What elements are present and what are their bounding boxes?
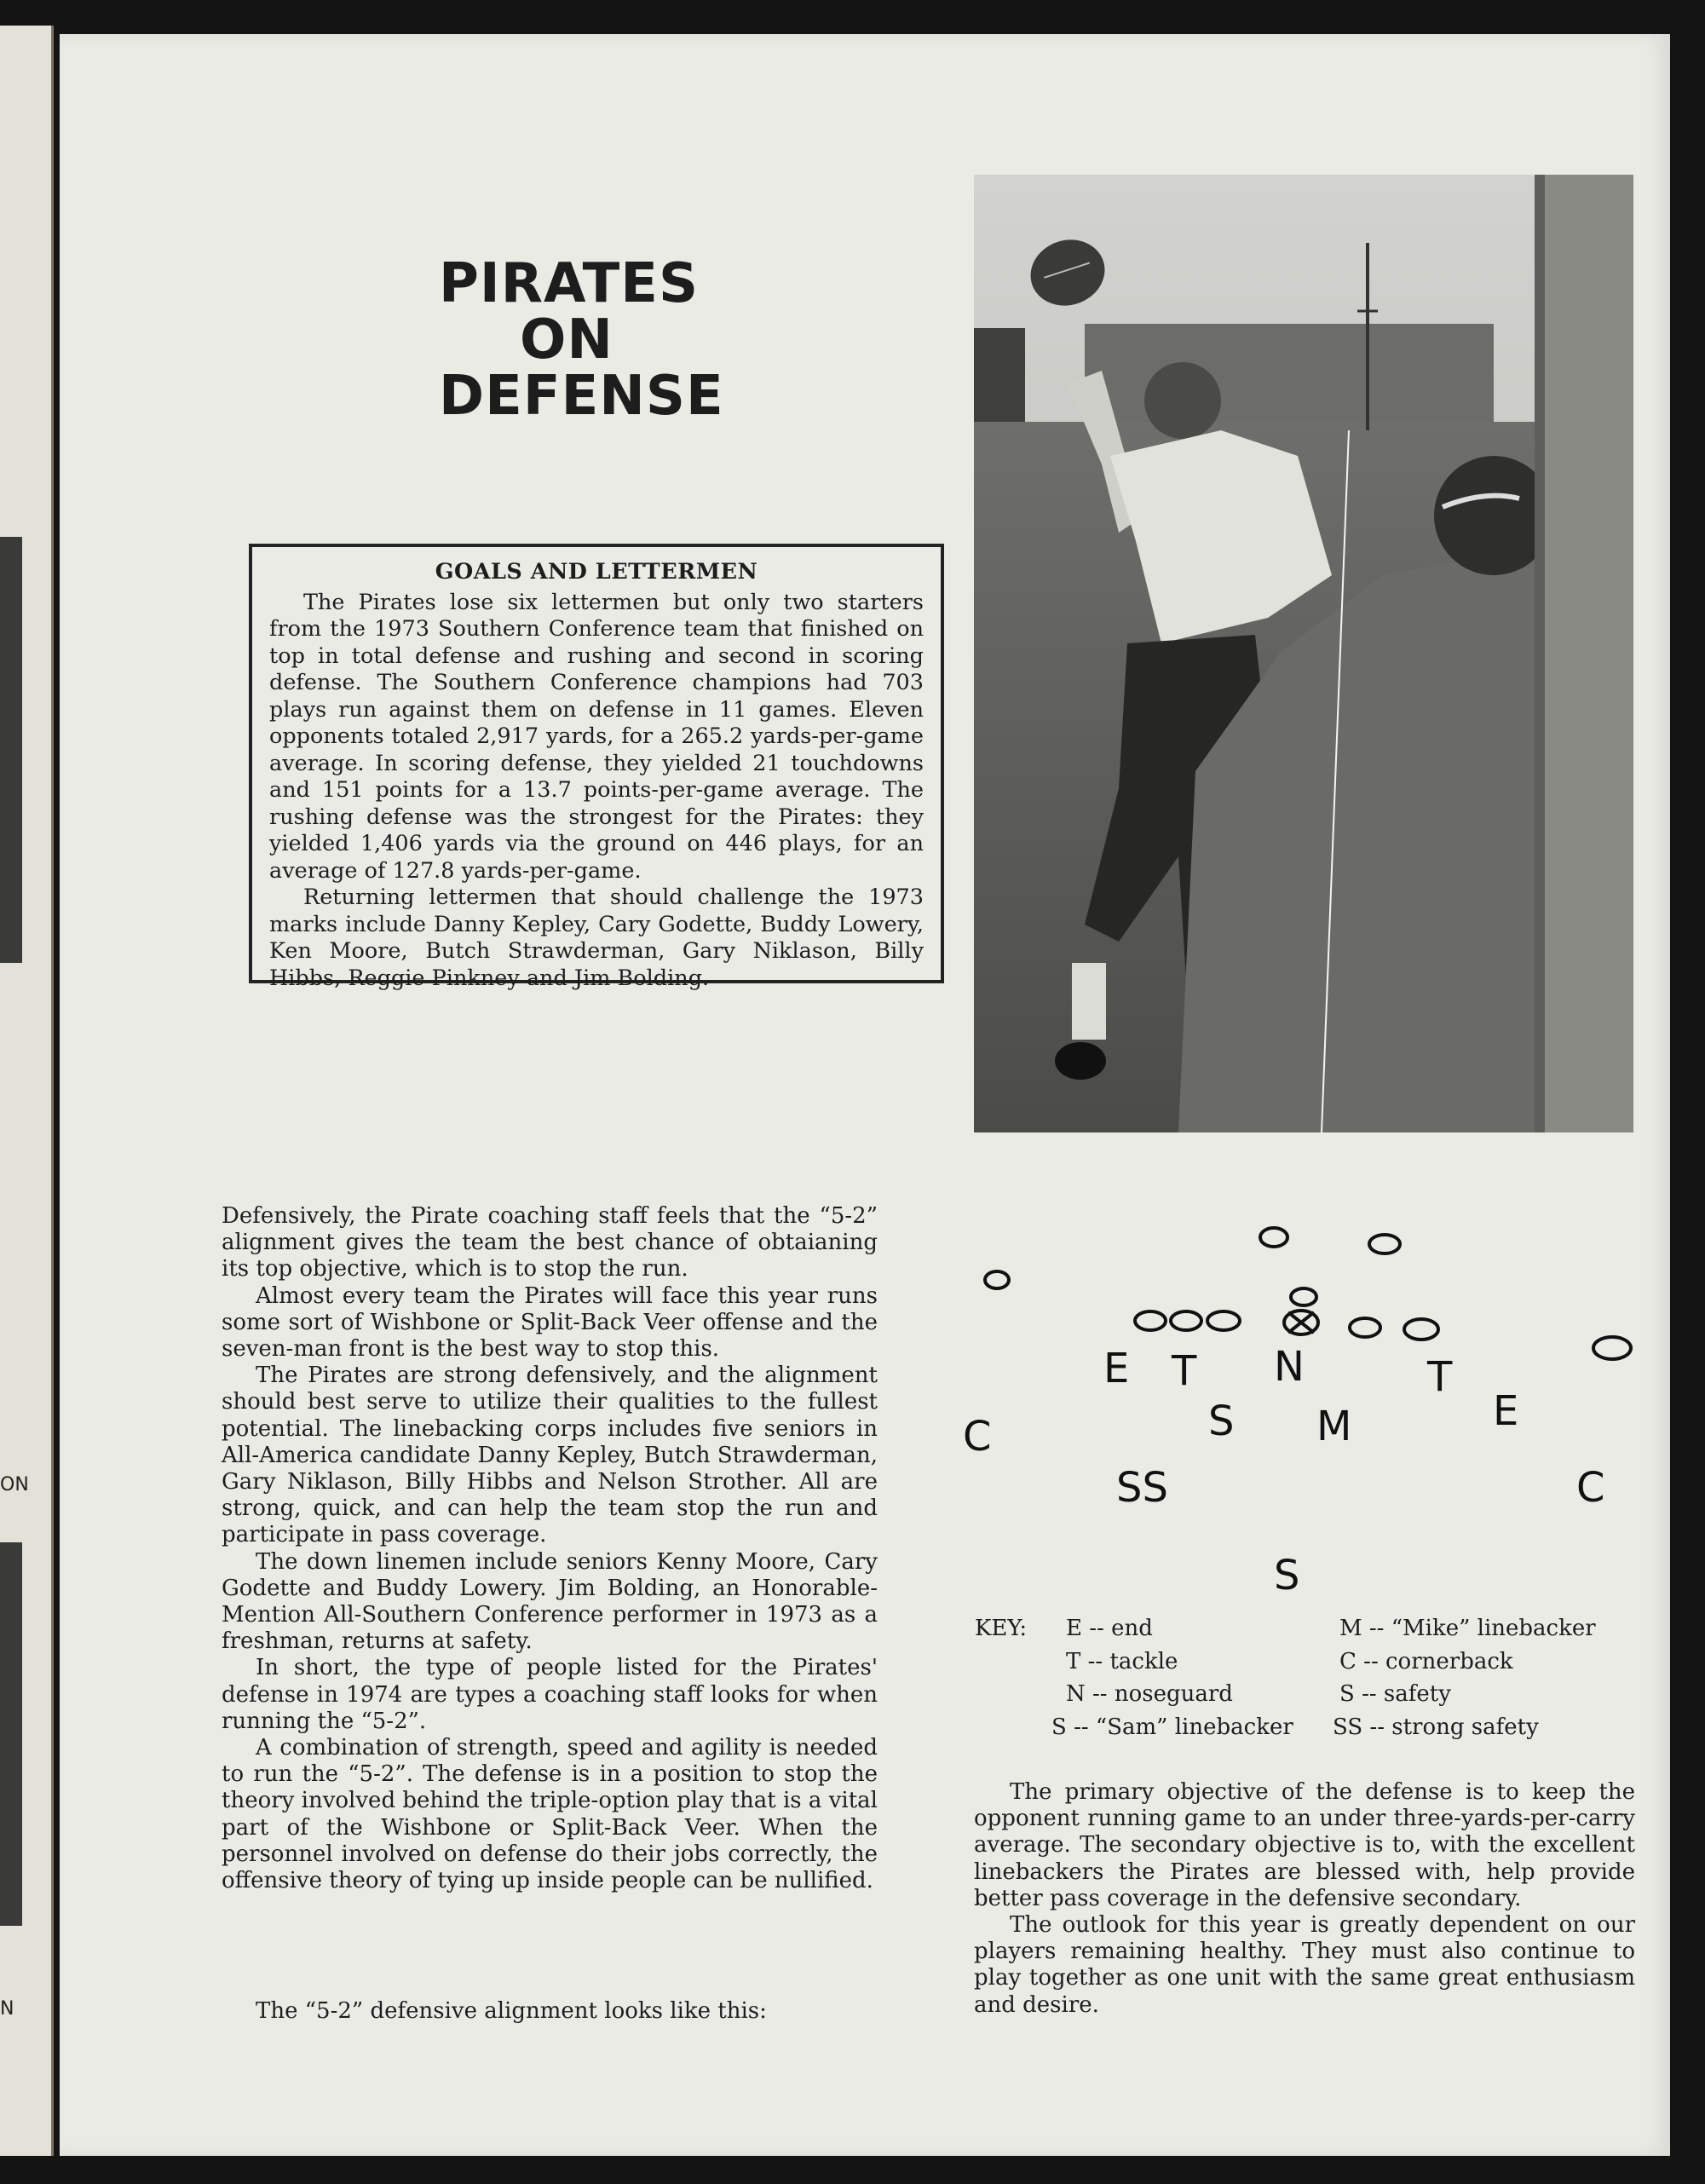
edge-photo (0, 1542, 22, 1926)
key-entry: S -- safety (1339, 1681, 1451, 1707)
defender-cornerback: C (963, 1413, 992, 1461)
edge-text-fragment: ON (0, 1474, 29, 1495)
offense-player-circle (1171, 1311, 1201, 1330)
offense-player-circle (1350, 1318, 1380, 1337)
title-line: ON (520, 308, 613, 372)
article-paragraph: Defensively, the Pirate coaching staff feels that the “5-2” alignment gives the team the best chance of obtaianing its top objective, which is to stop the run. (222, 1203, 878, 1282)
page-title (439, 252, 724, 428)
goals-paragraph: The Pirates lose six lettermen but only two starters from the 1973 Southern Conference team that finished on top in total defense and rushing and second in scoring defense. The Southern Conference champions had 703 plays run against them on defense in 11 games. Eleven opponents totaled 2,917 yards, for a 265.2 yards-per-game average. In scoring defense, they yielded 21 touchdowns and 151 points for a 13.7 points-per-game average. The rushing defense was the strongest for the Pirates: they yielded 1,406 yards via the ground on 446 plays, for an average of 127.8 yards-per-game. (269, 589, 924, 884)
offense-player-circle (1291, 1288, 1316, 1305)
defender-tackle: T (1427, 1353, 1453, 1401)
defender-noseguard: N (1274, 1343, 1305, 1391)
coach-head (1144, 362, 1221, 439)
defender-end: E (1103, 1345, 1130, 1392)
article-paragraph: The down linemen include seniors Kenny Moore, Cary Godette and Buddy Lowery. Jim Bolding, an Honorable-Mention All-Southern Conference performer in 1973 as a freshman, returns at safety. (222, 1548, 878, 1655)
edge-text-fragment: N (0, 1998, 14, 2020)
title-line: DEFENSE (439, 365, 724, 428)
article-paragraph: The Pirates are strong defensively, and the alignment should best serve to utilize their qualities to the fullest potential. The linebacking corps includes five seniors in All-America candidate Danny Kepley, Butch Strawderman, Gary Niklason, Billy Hibbs and Nelson Strother. All are strong, quick, and can help the team stop the run and participate in pass coverage. (222, 1363, 878, 1548)
defender-strong-safety: SS (1116, 1464, 1168, 1512)
offense-player-circle (1369, 1235, 1400, 1253)
diagram-key (975, 1612, 1622, 1749)
previous-page-edge (0, 26, 54, 2156)
article-paragraph: The primary objective of the defense is to keep the opponent running game to an under three-yards-per-carry average. The secondary objective is to, with the excellent linebackers the Pirates are blessed with, help provide better pass coverage in the defensive secondary. (974, 1779, 1635, 1911)
key-entry: SS -- strong safety (1333, 1714, 1539, 1740)
title-line: PIRATES (439, 252, 700, 315)
key-column-right (1333, 1612, 1596, 1743)
edge-photo (0, 537, 22, 963)
article-paragraph: In short, the type of people listed for the Pirates' defense in 1974 are types a coaching staff looks for when running the “5-2”. (222, 1655, 878, 1734)
coach-photo (974, 175, 1633, 1132)
goal-post-padding (1535, 175, 1633, 1132)
key-entry: S -- “Sam” linebacker (1051, 1714, 1293, 1740)
key-entry: C -- cornerback (1339, 1648, 1513, 1674)
goals-sidebar (249, 544, 944, 991)
key-label: KEY: (975, 1616, 1028, 1641)
article-paragraph: A combination of strength, speed and agility is needed to run the “5-2”. The defense is in a position to stop the theory involved behind the triple-option play that is a vital part of the Wishbone or Split-Back Veer. When the personnel involved on defense do their jobs correctly, the offensive theory of tying up inside people can be nullified. (222, 1735, 878, 1894)
defense-alignment-diagram (963, 1201, 1653, 1602)
key-entry: N -- noseguard (1066, 1681, 1233, 1707)
defender-safety: S (1274, 1552, 1300, 1599)
goals-paragraph: Returning lettermen that should challenge the 1973 marks include Danny Kepley, Cary Godette, Buddy Lowery, Ken Moore, Butch Strawderman, Gary Niklason, Billy Hibbs, Reggie Pinkney and Jim Bolding. (269, 885, 924, 991)
magazine-page (60, 34, 1670, 2156)
defender-tackle: T (1172, 1347, 1197, 1395)
offense-player-circle (1260, 1228, 1287, 1247)
offense-player-circle (1135, 1311, 1166, 1330)
article-column-right (974, 1779, 1635, 2019)
offense-markers (985, 1228, 1631, 1359)
offense-player-circle (1593, 1337, 1631, 1359)
key-column-left (1051, 1612, 1293, 1743)
offense-player-circle (1404, 1319, 1438, 1340)
defender-mike-linebacker: M (1316, 1403, 1352, 1450)
diagram-intro: The “5-2” defensive alignment looks like this: (256, 1998, 767, 2024)
key-entry: E -- end (1066, 1616, 1153, 1641)
defender-cornerback: C (1576, 1464, 1605, 1512)
article-paragraph: The outlook for this year is greatly dependent on our players remaining healthy. They must also continue to play together as one unit with the same great enthusiasm and desire. (974, 1912, 1635, 2018)
key-entry: M -- “Mike” linebacker (1339, 1616, 1596, 1641)
defender-end: E (1493, 1387, 1519, 1435)
article-column-left (222, 1203, 878, 1894)
defender-sam-linebacker: S (1208, 1397, 1235, 1445)
offense-player-circle (1207, 1311, 1240, 1330)
article-paragraph: Almost every team the Pirates will face this year runs some sort of Wishbone or Split-Back Veer offense and the seven-man front is the best way to stop this. (222, 1282, 878, 1363)
offense-player-circle (985, 1271, 1009, 1288)
key-entry: T -- tackle (1066, 1648, 1178, 1674)
goals-heading: GOALS AND LETTERMEN (435, 559, 758, 585)
